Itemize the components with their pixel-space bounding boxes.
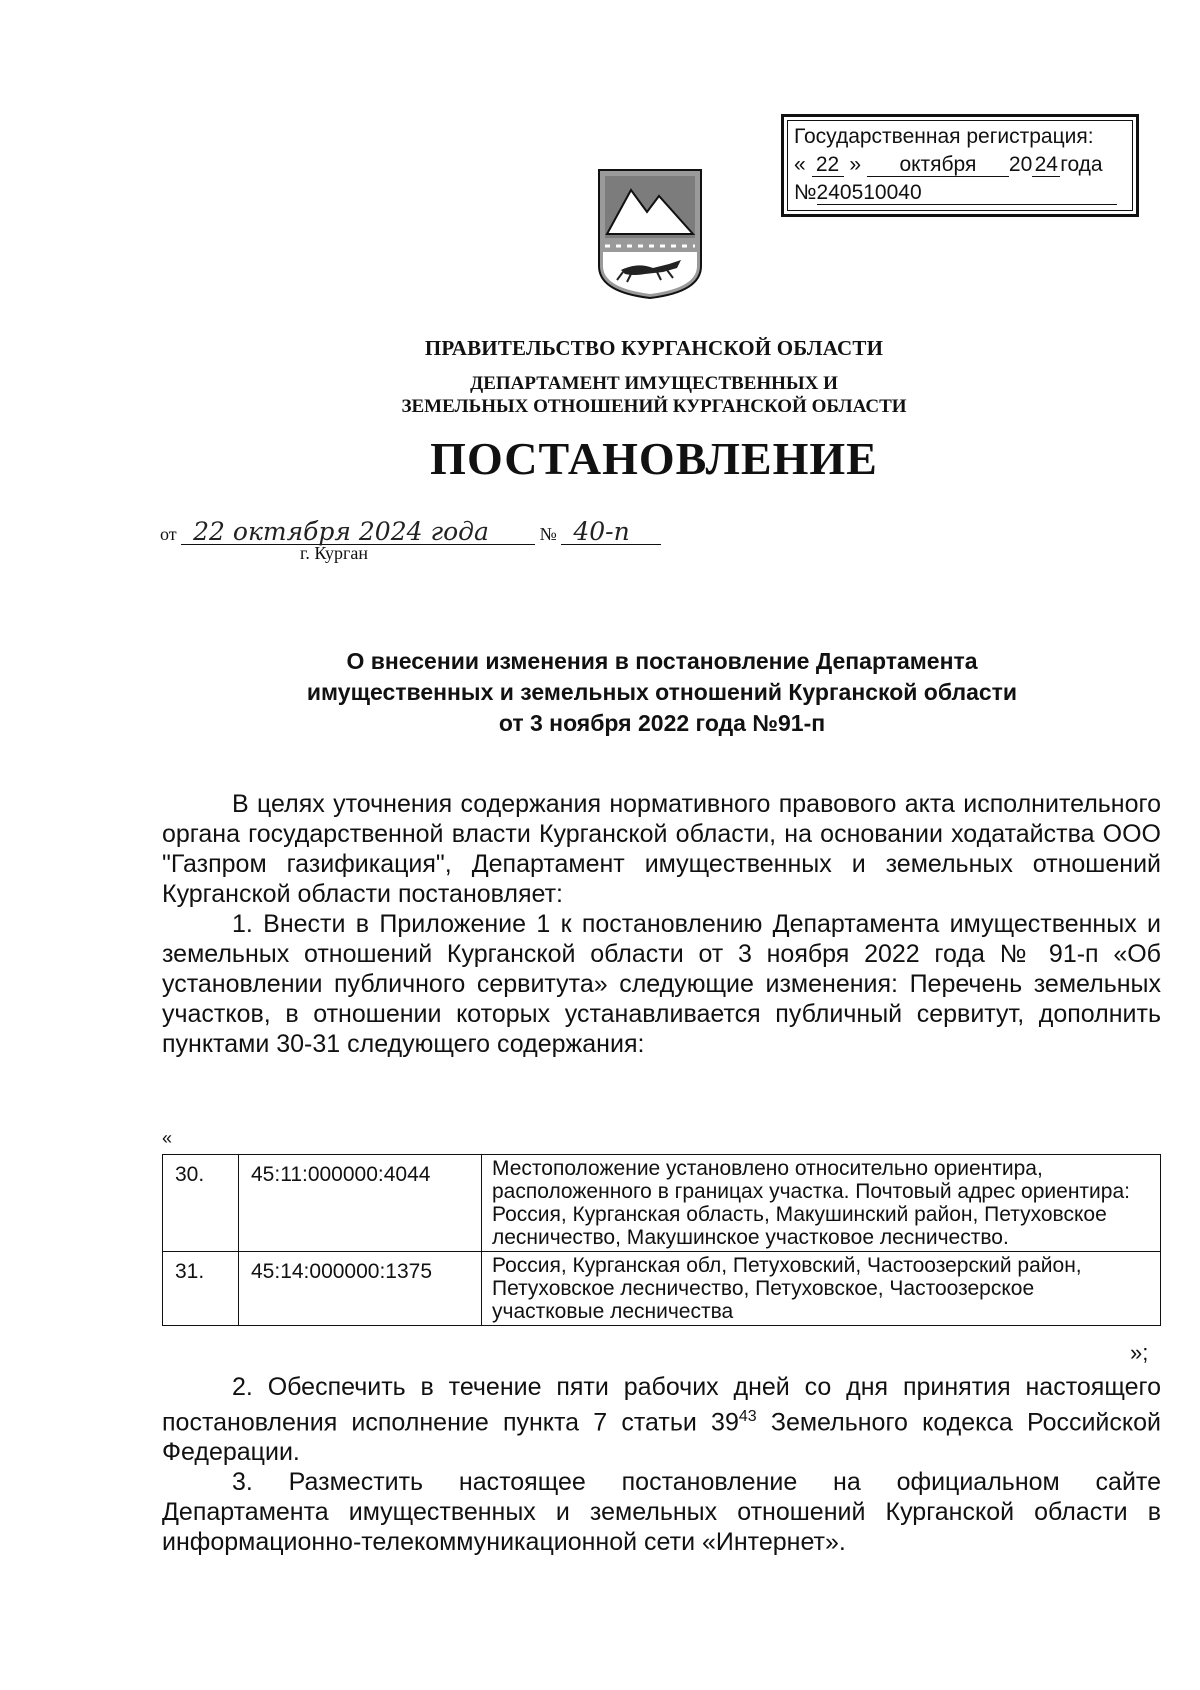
city: г. Курган (300, 543, 369, 563)
item-1: 1. Внести в Приложение 1 к постановлению Департамента имущественных и земельных отношений Курганской области от 3 ноября 2022 года № 91-п «Об установлении публичного сервитута» следующие изменения: Перечень земельных участков, в отношении которых устанавливается публичный сервитут, дополнить пунктами 30-31 следующего содержания: (162, 910, 1161, 1058)
registration-date: « 22 » октября 20 24 года (794, 153, 1103, 176)
registration-day: 22 (812, 154, 844, 177)
cadastral-number: 45:11:000000:4044 (239, 1155, 482, 1252)
registration-stamp (787, 120, 1133, 211)
table-row (163, 1155, 1161, 1252)
document-title: О внесении изменения в постановление Департамента имущественных и земельных отношений Курганской области от 3 ноября 2022 года №91-п (306, 648, 1018, 736)
intro-paragraph: В целях уточнения содержания нормативного правового акта исполнительного органа государственной власти Курганской области, на основании ходатайства ООО "Газпром газификация", Департамент имущественных и земельных отношений Курганской области постановляет: (162, 790, 1161, 908)
department-name: ДЕПАРТАМЕНТ ИМУЩЕСТВЕННЫХ И ЗЕМЕЛЬНЫХ ОТНОШЕНИЙ КУРГАНСКОЙ ОБЛАСТИ (401, 373, 907, 417)
item-2: 2. Обеспечить в течение пяти рабочих дней со дня принятия настоящего постановления исполнение пункта 7 статьи $39^{43}$ Земельного кодекса Российской Федерации. (162, 1373, 1161, 1467)
body-paragraphs (162, 789, 1161, 1059)
table-row (163, 1252, 1161, 1326)
date-number-line: от 22 октября 2024 года № 40-п (160, 520, 661, 545)
registration-number: №240510040 (794, 179, 1126, 207)
plot-description: Россия, Курганская обл, Петуховский, Частоозерский район, Петуховское лесничество, Петуховское, Частоозерское участковые лесничества (482, 1252, 1161, 1326)
registration-year: 24 (1032, 154, 1060, 177)
plot-description: Местоположение установлено относительно ориентира, расположенного в границах участка. Почтовый адрес ориентира: Россия, Курганская область, Макушинский район, Петуховское лесничество, Макушинское участковое лесничество. (482, 1155, 1161, 1252)
row-number: 31. (163, 1252, 239, 1326)
government-name: ПРАВИТЕЛЬСТВО КУРГАНСКОЙ ОБЛАСТИ (424, 336, 884, 360)
body-paragraphs-2 (162, 1372, 1161, 1557)
coat-of-arms-emblem (597, 168, 703, 300)
quote-open: « (162, 1128, 173, 1148)
registration-label: Государственная регистрация: (794, 125, 1094, 148)
document-type: ПОСТАНОВЛЕНИЕ (430, 433, 878, 484)
registration-month: октября (867, 154, 1009, 177)
handwritten-date: 22 октября 2024 года (181, 520, 535, 545)
land-plots-table (162, 1154, 1161, 1326)
handwritten-number: 40-п (561, 520, 661, 545)
quote-close: »; (1130, 1340, 1149, 1365)
cadastral-number: 45:14:000000:1375 (239, 1252, 482, 1326)
item-3: 3. Разместить настоящее постановление на официальном сайте Департамента имущественных и земельных отношений Курганской области в информационно-телекоммуникационной сети «Интернет». (162, 1468, 1161, 1557)
row-number: 30. (163, 1155, 239, 1252)
